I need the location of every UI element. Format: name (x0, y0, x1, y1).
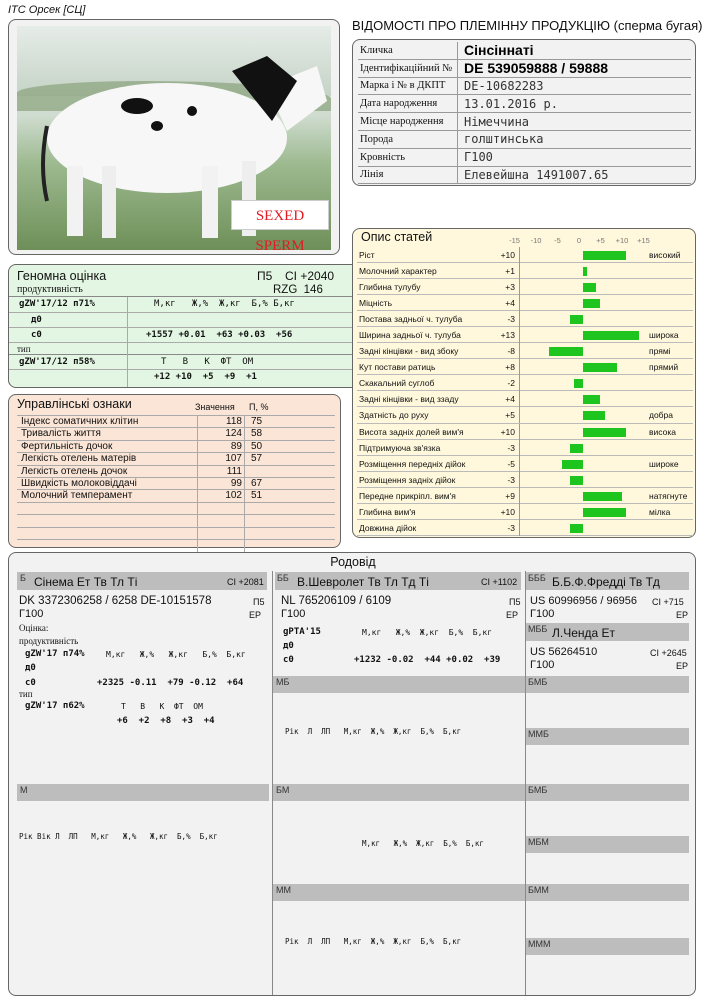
management-name: Швидкість молоковіддачі (21, 477, 137, 489)
sss-ep: ЕР (676, 610, 689, 620)
ss-code: ББ (277, 573, 289, 583)
management-value: 99 (197, 478, 245, 490)
ss-c0: с0 (283, 655, 294, 665)
mmb-code: ММБ (528, 729, 549, 739)
linear-bar (570, 315, 583, 324)
mm-code: ММ (276, 885, 291, 895)
linear-title: Опис статей (361, 230, 433, 244)
genomic-p5: П5 (257, 269, 273, 283)
ss-prod-cols: М,кг Ж,% Ж,кг Б,% Б,кг (362, 628, 493, 637)
mbb-name: Л.Ченда Ет (552, 626, 616, 640)
mb-cols: Рік Л ЛП М,кг Ж,% Ж,кг Б,% Б,кг (285, 727, 462, 736)
genomic-type-label: тип (17, 344, 31, 354)
management-row (17, 440, 335, 452)
sexed-sperm-badge: SEXED SPERM (231, 200, 329, 230)
linear-trait-value: +10 (500, 506, 515, 517)
linear-separator (519, 424, 520, 440)
linear-row (357, 504, 693, 520)
management-row (17, 539, 335, 551)
linear-separator (519, 456, 520, 472)
info-value: Сінсіннаті (464, 42, 534, 59)
linear-bar (570, 476, 583, 485)
linear-separator (519, 263, 520, 279)
linear-trait-note: добра (649, 410, 674, 421)
sire-type-head: gZW'17 п62% (25, 701, 85, 711)
linear-separator (519, 520, 520, 536)
linear-row (357, 520, 693, 536)
ss-prod-values: +1232 -0.02 +44 +0.02 +39 (354, 655, 501, 665)
info-row (358, 95, 691, 113)
ss-id: NL 765206109 / 6109 (281, 595, 392, 607)
linear-trait-name: Висота задніх долей вим'я (359, 426, 464, 437)
linear-trait-name: Задні кінцівки - вид ззаду (359, 394, 459, 405)
linear-separator (519, 279, 520, 295)
linear-trait-value: -2 (507, 378, 515, 389)
linear-trait-name: Кут постави ратиць (359, 362, 436, 373)
sire-eval-label: Оцінка: (19, 623, 49, 633)
linear-row (357, 407, 693, 423)
dam-cols: Рік Вік Л ЛП М,кг Ж,% Ж,кг Б,% Б,кг (19, 832, 218, 841)
linear-trait-note: прямі (649, 346, 671, 357)
management-p: 51 (251, 490, 263, 502)
linear-trait-note: натягнуте (649, 490, 688, 501)
linear-bar (583, 363, 617, 372)
linear-trait-value: +4 (505, 394, 515, 405)
linear-trait-value: +10 (500, 250, 515, 260)
linear-trait-note: мілка (649, 506, 671, 517)
linear-trait-value: +9 (505, 490, 515, 501)
info-row (358, 113, 691, 131)
genomic-prod-head: gZW'17/12 п71% (19, 299, 95, 309)
management-name: Фертильність дочок (21, 440, 113, 452)
sire-prod-values: +2325 -0.11 +79 -0.12 +64 (97, 678, 244, 688)
ss-d0: д0 (283, 641, 294, 651)
linear-trait-value: +5 (505, 410, 515, 421)
management-p: 50 (251, 440, 263, 452)
sire-type-cols: Т В К ФТ ОМ (121, 702, 203, 711)
management-value (197, 503, 245, 515)
linear-tick: -10 (530, 236, 542, 245)
linear-bar (570, 524, 583, 533)
linear-trait-name: Довжина дійок (359, 522, 417, 533)
linear-tick: +5 (596, 236, 605, 245)
linear-trait-value: -3 (507, 314, 515, 325)
linear-trait-value: -3 (507, 442, 515, 453)
mbb-ep: ЕР (676, 661, 689, 671)
management-name: Легкість отелень матерів (21, 453, 137, 465)
linear-separator (519, 327, 520, 343)
linear-trait-value: +3 (505, 282, 515, 293)
linear-row (357, 472, 693, 488)
linear-row (357, 375, 693, 391)
bull-photo (17, 26, 331, 250)
mb-code: МБ (276, 677, 290, 687)
linear-bar (583, 411, 605, 420)
linear-trait-value: +4 (505, 298, 515, 309)
linear-trait-name: Розміщення передніх дійок (359, 458, 466, 469)
management-value: 89 (197, 441, 245, 453)
management-value (197, 540, 245, 552)
bmb2-code: БМБ (528, 785, 548, 795)
linear-bar (562, 460, 584, 469)
linear-trait-note: прямий (649, 362, 679, 373)
linear-trait-value: -3 (507, 522, 515, 533)
management-name: Легкість отелень дочок (21, 465, 128, 477)
linear-trait-note: високий (649, 250, 681, 260)
sire-prod-cols: М,кг Ж,% Ж,кг Б,% Б,кг (106, 650, 246, 659)
linear-bar (583, 299, 600, 308)
ss-blood: Г100 (281, 608, 306, 620)
genomic-prod-values: +1557 +0.01 +63 +0.03 +56 (146, 330, 293, 340)
linear-separator (519, 391, 520, 407)
info-value: Елевейшна 1491007.65 (464, 167, 609, 182)
linear-tick: 0 (576, 236, 582, 245)
linear-traits-panel (352, 228, 696, 538)
mbb-ci: CI +2645 (650, 648, 687, 658)
ss-ci: CI +1102 (481, 577, 518, 587)
linear-bar (583, 267, 587, 276)
genomic-subtitle: продуктивність (17, 284, 83, 295)
management-p: 67 (251, 477, 263, 489)
linear-row (357, 247, 693, 263)
linear-bar (583, 251, 626, 260)
sire-name: Сінема Ет Тв Тл Ті (34, 575, 138, 589)
info-label: Кровність (358, 149, 458, 166)
org-label: ІТС Орсек [СЦ] (8, 4, 86, 16)
linear-separator (519, 407, 520, 423)
info-value: Г100 (464, 150, 493, 165)
management-col-p: П, % (249, 402, 269, 412)
sss-code: БББ (528, 573, 546, 583)
genomic-c0: с0 (31, 330, 42, 340)
linear-trait-value: +8 (505, 362, 515, 373)
linear-separator (519, 311, 520, 327)
page-title: ВІДОМОСТІ ПРО ПЛЕМІННУ ПРОДУКЦІЮ (сперма бугая) (352, 18, 703, 33)
sire-ci: CI +2081 (227, 577, 264, 587)
linear-tick: +10 (615, 236, 629, 245)
linear-row (357, 279, 693, 295)
ss-ep: ЕР (506, 610, 519, 620)
mbb-id: US 56264510 (530, 646, 598, 658)
info-value: голштинська (464, 132, 544, 147)
sire-ep: ЕР (249, 610, 262, 620)
sire-type-label: тип (19, 689, 33, 699)
sss-name: Б.Б.Ф.Фредді Тв Тд (552, 575, 660, 589)
mbb-code: МББ (528, 624, 548, 634)
linear-row (357, 456, 693, 472)
info-value: DE 539059888 / 59888 (464, 60, 609, 77)
ss-prod-head: gPTA'15 (283, 627, 321, 637)
linear-separator (519, 359, 520, 375)
linear-trait-note: широке (649, 458, 679, 469)
mmm-code: МММ (528, 939, 551, 949)
management-value: 107 (197, 453, 245, 465)
info-value: 13.01.2016 р. (464, 96, 558, 111)
info-row (358, 167, 691, 185)
info-row (358, 78, 691, 96)
sire-id: DK 3372306258 / 6258 DE-10151578 (19, 595, 212, 607)
genomic-d0: д0 (31, 315, 42, 325)
genomic-ci: CI +2040 (285, 269, 335, 283)
management-panel (8, 394, 341, 548)
linear-row (357, 424, 693, 440)
linear-tick: +15 (637, 236, 650, 245)
info-label: Порода (358, 131, 458, 148)
linear-bar (583, 428, 626, 437)
linear-trait-name: Глибина вим'я (359, 506, 416, 517)
sire-blood: Г100 (19, 608, 44, 620)
linear-trait-value: -3 (507, 474, 515, 485)
sire-prod-label: продуктивність (19, 636, 79, 646)
linear-trait-name: Молочний характер (359, 266, 437, 277)
linear-bar (574, 379, 583, 388)
genomic-rzg: RZG 146 (273, 284, 323, 296)
mbb-blood: Г100 (530, 659, 555, 671)
linear-row (357, 295, 693, 311)
linear-trait-note: висока (649, 426, 676, 437)
linear-trait-name: Постава задньої ч. тулуба (359, 314, 463, 325)
linear-trait-value: +13 (500, 330, 515, 341)
linear-trait-note: широка (649, 330, 679, 341)
linear-row (357, 440, 693, 456)
ss-name: В.Шевролет Тв Тл Тд Ті (297, 575, 429, 589)
linear-separator (519, 488, 520, 504)
management-value: 111 (197, 466, 245, 478)
info-value: DE-10682283 (464, 78, 544, 93)
genomic-panel (8, 264, 364, 388)
bm-cols: М,кг Ж,% Ж,кг Б,% Б,кг (362, 839, 484, 848)
sire-c0: с0 (25, 678, 36, 688)
linear-separator (519, 472, 520, 488)
linear-bar (583, 508, 626, 517)
linear-tick: -15 (509, 236, 520, 245)
linear-row (357, 391, 693, 407)
linear-separator (519, 440, 520, 456)
sss-blood: Г100 (530, 608, 555, 620)
sire-prod-head: gZW'17 п74% (25, 649, 85, 659)
info-label: Ідентифікаційний № (358, 60, 458, 77)
management-value: 118 (197, 416, 245, 428)
linear-row (357, 263, 693, 279)
pedigree-title: Родовід (330, 555, 376, 569)
info-label: Місце народження (358, 113, 458, 130)
management-p: 75 (251, 416, 263, 427)
info-row (358, 149, 691, 167)
linear-trait-value: +1 (505, 266, 515, 277)
linear-trait-name: Глибина тулубу (359, 282, 421, 293)
info-label: Дата народження (358, 95, 458, 112)
info-row (358, 42, 691, 60)
pedigree-panel (8, 552, 696, 996)
sire-d0: д0 (25, 663, 36, 673)
bm-code: БМ (276, 785, 290, 795)
sire-p5: П5 (253, 597, 265, 607)
linear-bar (570, 444, 583, 453)
photo-panel (8, 19, 340, 255)
linear-bar (583, 492, 622, 501)
linear-trait-name: Здатність до руху (359, 410, 429, 421)
genomic-title: Геномна оцінка (17, 269, 107, 283)
management-row (17, 452, 335, 464)
management-row (17, 514, 335, 526)
linear-separator (519, 375, 520, 391)
management-row (17, 477, 335, 489)
management-name: Тривалість життя (21, 428, 101, 440)
info-label: Кличка (358, 42, 458, 59)
linear-row (357, 359, 693, 375)
management-row (17, 415, 335, 427)
linear-trait-name: Скакальний суглоб (359, 378, 435, 389)
sire-code: Б (20, 573, 26, 583)
ss-p5: П5 (509, 597, 521, 607)
linear-row (357, 488, 693, 504)
mm-cols: Рік Л ЛП М,кг Ж,% Ж,кг Б,% Б,кг (285, 937, 462, 946)
linear-separator (519, 295, 520, 311)
management-name: Молочний темперамент (21, 490, 133, 502)
management-p: 58 (251, 428, 263, 440)
bmb-code: БМБ (528, 677, 548, 687)
info-row (358, 131, 691, 149)
linear-trait-name: Ширина задньої ч. тулуба (359, 330, 461, 341)
linear-separator (519, 247, 520, 263)
bmm-code: БММ (528, 885, 549, 895)
linear-trait-value: +10 (500, 426, 515, 437)
management-row (17, 465, 335, 477)
info-value: Німеччина (464, 114, 530, 129)
management-row (17, 427, 335, 439)
linear-trait-name: Розміщення задніх дійок (359, 474, 456, 485)
mbm-code: МБМ (528, 837, 549, 847)
management-col-value: Значення (195, 402, 235, 412)
linear-tick: -5 (554, 236, 561, 245)
genomic-type-values: +12 +10 +5 +9 +1 (154, 372, 257, 382)
management-value: 102 (197, 490, 245, 502)
info-label: Лінія (358, 167, 458, 184)
management-p: 57 (251, 453, 263, 465)
linear-trait-name: Задні кінцівки - вид збоку (359, 346, 459, 357)
linear-trait-value: -5 (507, 458, 515, 469)
genomic-type-cols: Т В К ФТ ОМ (161, 357, 254, 367)
management-row (17, 489, 335, 501)
genomic-type-head: gZW'17/12 п58% (19, 357, 95, 367)
linear-trait-value: -8 (507, 346, 515, 357)
management-value: 124 (197, 428, 245, 440)
linear-separator (519, 504, 520, 520)
dam-code: М (20, 785, 28, 795)
linear-trait-name: Передне прикріпл. вим'я (359, 490, 456, 501)
management-row (17, 502, 335, 514)
info-label: Марка і № в ДКПТ (358, 78, 458, 95)
linear-bar (549, 347, 583, 356)
linear-bar (583, 395, 600, 404)
linear-bar (583, 331, 639, 340)
linear-separator (519, 343, 520, 359)
linear-trait-name: Міцність (359, 298, 392, 309)
sire-type-values: +6 +2 +8 +3 +4 (117, 716, 215, 726)
linear-trait-name: Підтримуюча зв'язка (359, 442, 441, 453)
management-title: Управлінські ознаки (17, 397, 132, 411)
linear-row (357, 311, 693, 327)
sss-id: US 60996956 / 96956 (530, 595, 638, 607)
management-row (17, 527, 335, 539)
linear-row (357, 327, 693, 343)
linear-row (357, 343, 693, 359)
genomic-prod-cols: М,кг Ж,% Ж,кг Б,% Б,кг (154, 299, 295, 309)
sss-ci: CI +715 (652, 597, 684, 607)
management-value (197, 515, 245, 527)
linear-bar (583, 283, 596, 292)
management-value (197, 528, 245, 540)
management-name: Індекс соматичних клітин (21, 416, 139, 427)
info-row (358, 60, 691, 78)
linear-trait-name: Ріст (359, 250, 375, 260)
info-panel (352, 39, 696, 186)
